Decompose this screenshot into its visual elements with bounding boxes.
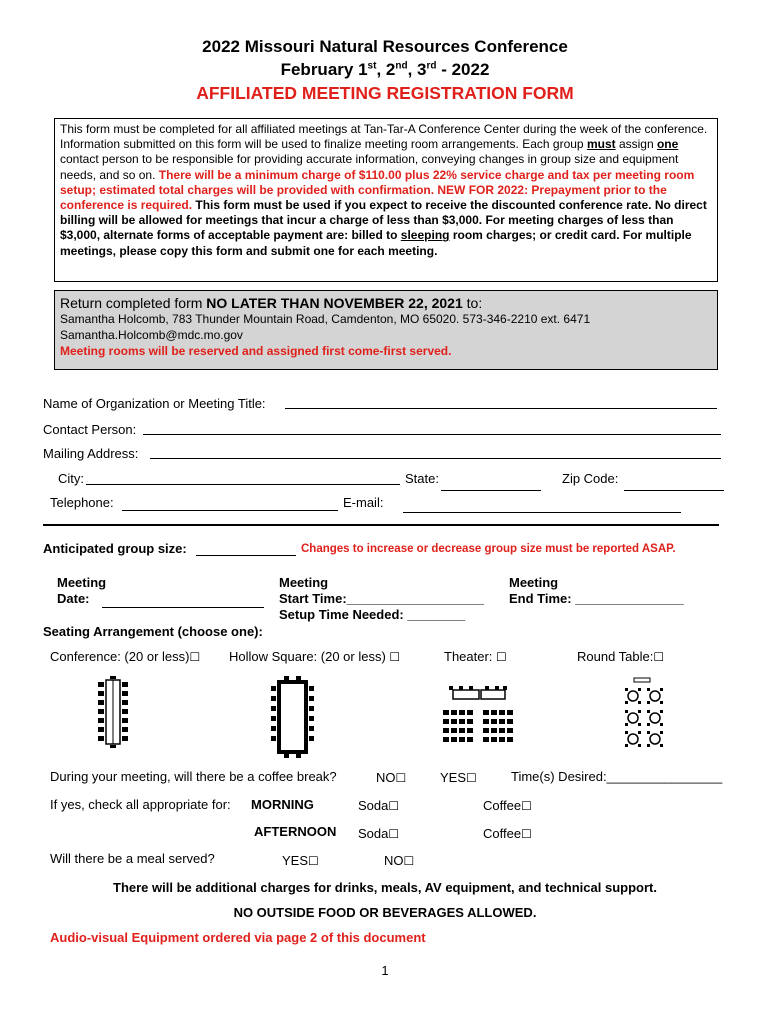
city-label: City:: [58, 471, 84, 486]
mailing-label: Mailing Address:: [43, 446, 139, 461]
av-equipment-note: Audio-visual Equipment ordered via page 2 of this document: [50, 930, 426, 945]
afternoon-label: AFTERNOON: [254, 824, 337, 839]
checkbox-icon[interactable]: ☐: [466, 771, 477, 785]
org-input[interactable]: [285, 408, 717, 409]
city-input[interactable]: [86, 484, 400, 485]
intro-box: This form must be completed for all affiliated meetings at Tan-Tar-A Conference Center during the week of the conference. Information submitted on this form will be used to finalize meeting room arrangements. Each group must assign one contact person to be responsible for providing accurate information, conveying changes in group size and equipment needs, and so on. There will be a minimum charge of $110.00 plus 22% service charge and tax per meeting room setup; estimated total charges will be provided with confirmation. NEW FOR 2022: Prepayment prior to the conference is required. This form must be used if you expect to receive the discounted conference rate. No direct billing will be allowed for meetings that incur a charge of less than $3,000. For meeting charges of less than $3,000, alternate forms of acceptable payment are: billed to sleeping room charges; or credit card. For multiple meetings, please copy this form and submit one for each meeting.: [54, 118, 718, 282]
conference-layout-icon: [95, 676, 131, 748]
page-number: 1: [381, 963, 389, 978]
conference-title: 2022 Missouri Natural Resources Conference: [202, 37, 568, 56]
meeting-date-input[interactable]: [102, 607, 264, 608]
email-label: E-mail:: [343, 495, 384, 510]
return-deadline: Return completed form NO LATER THAN NOVEMBER 22, 2021 to:: [60, 295, 483, 311]
telephone-label: Telephone:: [50, 495, 114, 510]
contact-label: Contact Person:: [43, 422, 137, 437]
return-notice: Meeting rooms will be reserved and assigned first come-first served.: [60, 344, 452, 358]
round-table-layout-icon: [620, 676, 668, 752]
group-size-label: Anticipated group size:: [43, 541, 187, 556]
coffee-question: During your meeting, will there be a coffee break?: [50, 769, 337, 784]
state-label: State:: [405, 471, 439, 486]
checkbox-icon[interactable]: ☐: [395, 771, 407, 785]
telephone-input[interactable]: [122, 510, 338, 511]
section-divider: [43, 524, 719, 526]
end-time-label: Meeting End Time: _______________: [509, 575, 684, 606]
conference-dates: February 1st, 2nd, 3rd - 2022: [280, 60, 490, 79]
afternoon-coffee-option[interactable]: Coffee☐: [483, 826, 532, 841]
checkbox-icon[interactable]: ☐: [521, 799, 532, 813]
return-box: [54, 290, 718, 370]
contact-input[interactable]: [143, 434, 721, 435]
return-email: Samantha.Holcomb@mdc.mo.gov: [60, 328, 243, 342]
group-size-input[interactable]: [196, 555, 296, 556]
state-input[interactable]: [441, 490, 541, 491]
checkbox-icon[interactable]: ☐: [189, 650, 201, 664]
checkbox-icon[interactable]: ☐: [389, 650, 401, 664]
coffee-yes-option[interactable]: YES☐: [440, 770, 477, 785]
hollow-square-layout-icon: [270, 676, 315, 758]
theater-layout-icon: [437, 684, 521, 744]
seating-conference[interactable]: Conference: (20 or less)☐: [50, 649, 201, 664]
additional-charges-note: There will be additional charges for drinks, meals, AV equipment, and technical support.: [113, 880, 657, 895]
form-title: AFFILIATED MEETING REGISTRATION FORM: [196, 83, 574, 103]
return-address: Samantha Holcomb, 783 Thunder Mountain Road, Camdenton, MO 65020. 573-346-2210 ext. 6471: [60, 312, 591, 326]
mailing-input[interactable]: [150, 458, 721, 459]
meal-no-option[interactable]: NO☐: [384, 853, 415, 868]
meal-question: Will there be a meal served?: [50, 851, 215, 866]
checkbox-icon[interactable]: ☐: [496, 650, 507, 664]
morning-label: MORNING: [251, 797, 314, 812]
org-label: Name of Organization or Meeting Title:: [43, 396, 266, 411]
checkbox-icon[interactable]: ☐: [521, 827, 532, 841]
start-time-label: Meeting Start Time:___________________ Setup Time Needed: ________: [279, 575, 485, 622]
checkbox-icon[interactable]: ☐: [308, 854, 319, 868]
group-size-note: Changes to increase or decrease group size must be reported ASAP.: [301, 543, 676, 555]
checkbox-icon[interactable]: ☐: [388, 827, 400, 841]
seating-round-table[interactable]: Round Table:☐: [577, 649, 665, 664]
coffee-no-option[interactable]: NO☐: [376, 770, 407, 785]
seating-label: Seating Arrangement (choose one):: [43, 624, 263, 639]
meal-yes-option[interactable]: YES☐: [282, 853, 319, 868]
checkbox-icon[interactable]: ☐: [388, 799, 400, 813]
no-outside-food-note: NO OUTSIDE FOOD OR BEVERAGES ALLOWED.: [233, 905, 537, 920]
checkbox-icon[interactable]: ☐: [653, 650, 665, 664]
zip-input[interactable]: [624, 490, 724, 491]
seating-theater[interactable]: Theater: ☐: [444, 649, 507, 664]
coffee-ifyes-label: If yes, check all appropriate for:: [50, 797, 231, 812]
morning-soda-option[interactable]: Soda☐: [358, 798, 400, 813]
email-input[interactable]: [403, 512, 681, 513]
coffee-time-desired[interactable]: Time(s) Desired:________________: [511, 769, 723, 784]
checkbox-icon[interactable]: ☐: [403, 854, 415, 868]
zip-label: Zip Code:: [562, 471, 619, 486]
meeting-date-label: Meeting Date:: [57, 575, 107, 606]
afternoon-soda-option[interactable]: Soda☐: [358, 826, 400, 841]
morning-coffee-option[interactable]: Coffee☐: [483, 798, 532, 813]
seating-hollow-square[interactable]: Hollow Square: (20 or less) ☐: [229, 649, 401, 664]
